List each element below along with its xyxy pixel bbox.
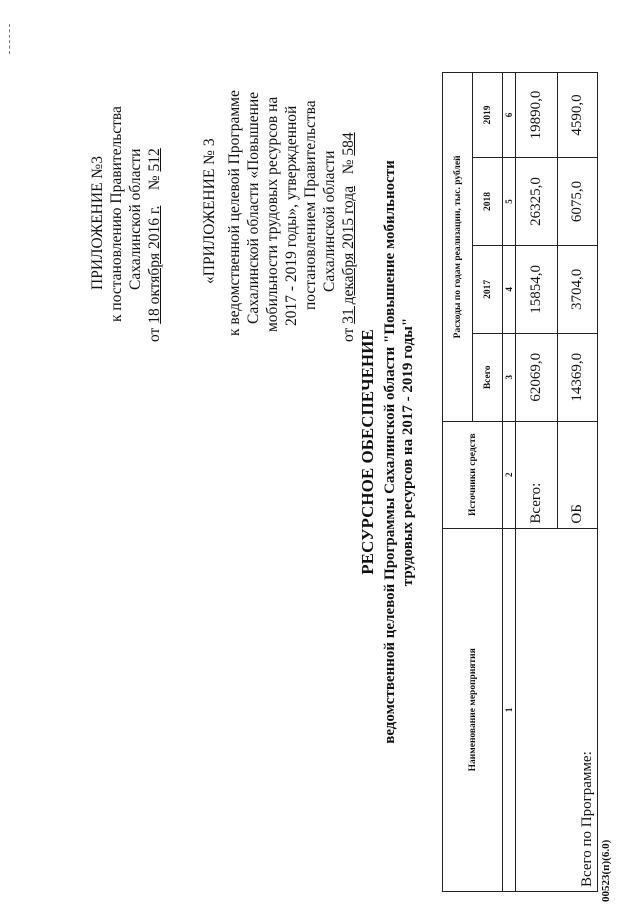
cell-2019: 4590,0 <box>558 73 598 158</box>
document-title: РЕСУРСНОЕ ОБЕСПЕЧЕНИЕ <box>358 329 377 575</box>
col-number: 1 <box>503 528 516 891</box>
cell-source: Всего: <box>516 421 558 528</box>
header-2019: 2019 <box>473 73 503 158</box>
cell-2018: 26325,0 <box>516 157 558 245</box>
prev-appendix-line: постановлением Правительства <box>302 100 319 310</box>
document-subtitle <box>381 2 417 902</box>
prev-appendix-line: мобильности трудовых ресурсов на <box>264 96 281 332</box>
prev-appendix-date-line <box>339 90 358 342</box>
column-number-row <box>503 73 516 892</box>
cell-2017: 3704,0 <box>558 245 598 333</box>
subtitle-line: ведомственной целевой Программы Сахалинской области "Повышение мобильности <box>382 160 398 744</box>
prev-appendix-number-label: № <box>340 159 357 175</box>
prev-appendix-line: 2017 - 2019 годы», утвержденной <box>283 105 300 326</box>
table-row <box>516 73 558 892</box>
col-number: 5 <box>503 157 516 245</box>
prev-appendix-number: 584 <box>340 132 357 156</box>
prev-appendix-from-label: от <box>340 327 357 342</box>
rotated-document <box>8 2 628 902</box>
appendix-title: ПРИЛОЖЕНИЕ №3 <box>89 156 106 290</box>
prev-appendix-title: «ПРИЛОЖЕНИЕ № 3 <box>201 138 218 284</box>
resource-table <box>442 72 598 892</box>
cell-2017: 15854,0 <box>516 245 558 333</box>
cell-2019: 19890,0 <box>516 73 558 158</box>
cell-source: ОБ <box>558 421 598 528</box>
document-code: 00523(п)(6.0) <box>600 839 612 902</box>
col-number: 6 <box>503 73 516 158</box>
cell-2018: 6075,0 <box>558 157 598 245</box>
cell-total: 62069,0 <box>516 333 558 421</box>
appendix-number: 512 <box>146 148 163 172</box>
appendix-number-label: № <box>146 175 163 191</box>
appendix-header <box>88 106 164 342</box>
prev-appendix-line: к ведомственной целевой Программе <box>226 90 243 336</box>
header-activity: Наименование мероприятия <box>443 528 503 891</box>
subtitle-line: трудовых ресурсов на 2017 - 2019 годы" <box>400 317 416 587</box>
col-number: 3 <box>503 333 516 421</box>
header-total: Всего <box>473 333 503 421</box>
appendix-line: Сахалинской области <box>127 148 144 290</box>
appendix-from-label: от <box>146 327 163 342</box>
appendix-date: 18 октября 2016 г. <box>146 205 163 324</box>
header-source: Источники средств <box>443 421 503 528</box>
header-2018: 2018 <box>473 157 503 245</box>
header-expenses: Расходы по годам реализации, тыс. рублей <box>443 73 473 422</box>
col-number: 4 <box>503 245 516 333</box>
prev-appendix-line: Сахалинской области <box>321 150 338 292</box>
col-number: 2 <box>503 421 516 528</box>
cell-total: 14369,0 <box>558 333 598 421</box>
prev-appendix-line: Сахалинской области «Повышение <box>245 91 262 324</box>
prev-appendix-header <box>200 90 358 342</box>
prev-appendix-date: 31 декабря 2015 года <box>340 185 357 324</box>
appendix-line: к постановлению Правительства <box>108 106 125 322</box>
header-2017: 2017 <box>473 245 503 333</box>
cell-activity: Всего по Программе: <box>516 528 598 891</box>
appendix-date-line <box>145 106 164 342</box>
